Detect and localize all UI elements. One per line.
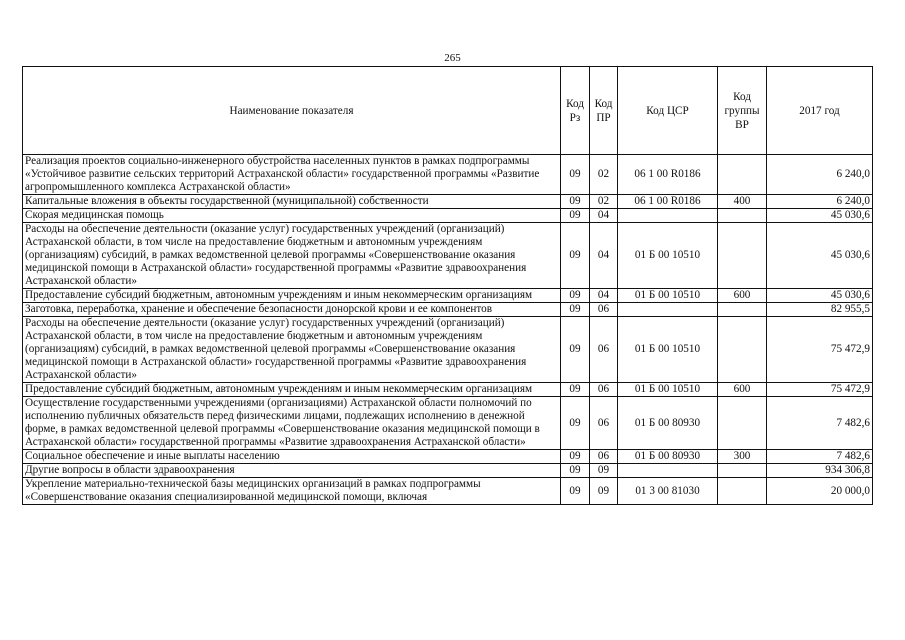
row-sum: 45 030,6 xyxy=(767,223,873,289)
table-row xyxy=(23,303,873,317)
row-rz: 09 xyxy=(561,195,590,209)
row-pr: 02 xyxy=(590,195,618,209)
row-pr: 04 xyxy=(590,209,618,223)
row-sum: 934 306,8 xyxy=(767,464,873,478)
row-csr: 01 Б 00 10510 xyxy=(618,317,718,383)
row-vr: 300 xyxy=(718,450,767,464)
header-sum: 2017 год xyxy=(767,67,873,155)
row-sum: 82 955,5 xyxy=(767,303,873,317)
header-rz: Код Рз xyxy=(561,67,590,155)
table-row xyxy=(23,223,873,289)
row-rz: 09 xyxy=(561,209,590,223)
row-vr xyxy=(718,397,767,450)
row-pr: 04 xyxy=(590,223,618,289)
row-csr: 06 1 00 R0186 xyxy=(618,155,718,195)
row-pr: 06 xyxy=(590,450,618,464)
row-csr: 01 Б 00 10510 xyxy=(618,383,718,397)
row-pr: 06 xyxy=(590,383,618,397)
row-vr xyxy=(718,317,767,383)
table-header-row xyxy=(23,67,873,155)
budget-table xyxy=(22,66,873,505)
row-name: Осуществление государственными учреждениями (организациями) Астраханской области полномочий по исполнению публичных обязательств перед физическими лицами, подлежащих исполнению в денежной форме, в рамках ведомственной целевой программы «Совершенствование оказания медицинской помощи в Астраханской области» государственной программы «Развитие здравоохранения Астраханской области» xyxy=(23,397,561,450)
row-name: Реализация проектов социально-инженерного обустройства населенных пунктов в рамках подпрограммы «Устойчивое развитие сельских территорий Астраханской области» государственной программы «Развитие агропромышленного комплекса Астраханской области» xyxy=(23,155,561,195)
row-rz: 09 xyxy=(561,464,590,478)
table-row xyxy=(23,209,873,223)
row-pr: 09 xyxy=(590,464,618,478)
row-rz: 09 xyxy=(561,317,590,383)
row-sum: 45 030,6 xyxy=(767,289,873,303)
row-csr xyxy=(618,209,718,223)
row-vr xyxy=(718,303,767,317)
row-vr xyxy=(718,223,767,289)
row-csr: 01 Б 00 80930 xyxy=(618,450,718,464)
row-sum: 20 000,0 xyxy=(767,478,873,505)
row-rz: 09 xyxy=(561,303,590,317)
row-rz: 09 xyxy=(561,155,590,195)
table-row xyxy=(23,155,873,195)
row-sum: 75 472,9 xyxy=(767,383,873,397)
header-name: Наименование показателя xyxy=(23,67,561,155)
table-row xyxy=(23,464,873,478)
row-csr: 01 Б 00 10510 xyxy=(618,289,718,303)
table-row xyxy=(23,289,873,303)
row-name: Расходы на обеспечение деятельности (оказание услуг) государственных учреждений (организаций) Астраханской области, в том числе на предоставление бюджетным и автономным учреждениям (организациям) субсидий, в рамках ведомственной целевой программы «Совершенствование оказания медицинской помощи в Астраханской области» государственной программы «Развитие здравоохранения Астраханской области» xyxy=(23,317,561,383)
row-vr xyxy=(718,464,767,478)
table-row xyxy=(23,478,873,505)
row-sum: 6 240,0 xyxy=(767,155,873,195)
row-name: Капитальные вложения в объекты государственной (муниципальной) собственности xyxy=(23,195,561,209)
table-row xyxy=(23,397,873,450)
row-name: Расходы на обеспечение деятельности (оказание услуг) государственных учреждений (организаций) Астраханской области, в том числе на предоставление бюджетным и автономным учреждениям (организациям) субсидий, в рамках ведомственной целевой программы «Совершенствование оказания медицинской помощи в Астраханской области» государственной программы «Развитие здравоохранения Астраханской области» xyxy=(23,223,561,289)
row-sum: 6 240,0 xyxy=(767,195,873,209)
row-rz: 09 xyxy=(561,289,590,303)
row-vr: 600 xyxy=(718,289,767,303)
table-row xyxy=(23,383,873,397)
row-rz: 09 xyxy=(561,450,590,464)
row-csr xyxy=(618,303,718,317)
header-pr: Код ПР xyxy=(590,67,618,155)
row-name: Укрепление материально-технической базы медицинских организаций в рамках подпрограммы «Совершенствование оказания специализированной медицинской помощи, включая xyxy=(23,478,561,505)
row-sum: 45 030,6 xyxy=(767,209,873,223)
row-rz: 09 xyxy=(561,383,590,397)
row-csr: 01 Б 00 10510 xyxy=(618,223,718,289)
row-csr: 01 Б 00 80930 xyxy=(618,397,718,450)
row-sum: 7 482,6 xyxy=(767,450,873,464)
row-vr: 400 xyxy=(718,195,767,209)
row-name: Социальное обеспечение и иные выплаты населению xyxy=(23,450,561,464)
row-pr: 06 xyxy=(590,303,618,317)
header-vr: Код группы ВР xyxy=(718,67,767,155)
row-csr: 01 3 00 81030 xyxy=(618,478,718,505)
row-vr xyxy=(718,209,767,223)
row-vr xyxy=(718,478,767,505)
row-rz: 09 xyxy=(561,397,590,450)
row-name: Заготовка, переработка, хранение и обеспечение безопасности донорской крови и ее компонентов xyxy=(23,303,561,317)
row-pr: 06 xyxy=(590,397,618,450)
table-row xyxy=(23,195,873,209)
row-vr: 600 xyxy=(718,383,767,397)
row-vr xyxy=(718,155,767,195)
row-name: Предоставление субсидий бюджетным, автономным учреждениям и иным некоммерческим организациям xyxy=(23,289,561,303)
row-name: Предоставление субсидий бюджетным, автономным учреждениям и иным некоммерческим организациям xyxy=(23,383,561,397)
row-name: Скорая медицинская помощь xyxy=(23,209,561,223)
row-sum: 7 482,6 xyxy=(767,397,873,450)
row-sum: 75 472,9 xyxy=(767,317,873,383)
table-row xyxy=(23,450,873,464)
row-pr: 06 xyxy=(590,317,618,383)
row-pr: 09 xyxy=(590,478,618,505)
row-rz: 09 xyxy=(561,223,590,289)
page-number: 265 xyxy=(444,52,461,64)
row-csr xyxy=(618,464,718,478)
row-name: Другие вопросы в области здравоохранения xyxy=(23,464,561,478)
row-pr: 04 xyxy=(590,289,618,303)
row-pr: 02 xyxy=(590,155,618,195)
row-csr: 06 1 00 R0186 xyxy=(618,195,718,209)
row-rz: 09 xyxy=(561,478,590,505)
table-row xyxy=(23,317,873,383)
header-csr: Код ЦСР xyxy=(618,67,718,155)
